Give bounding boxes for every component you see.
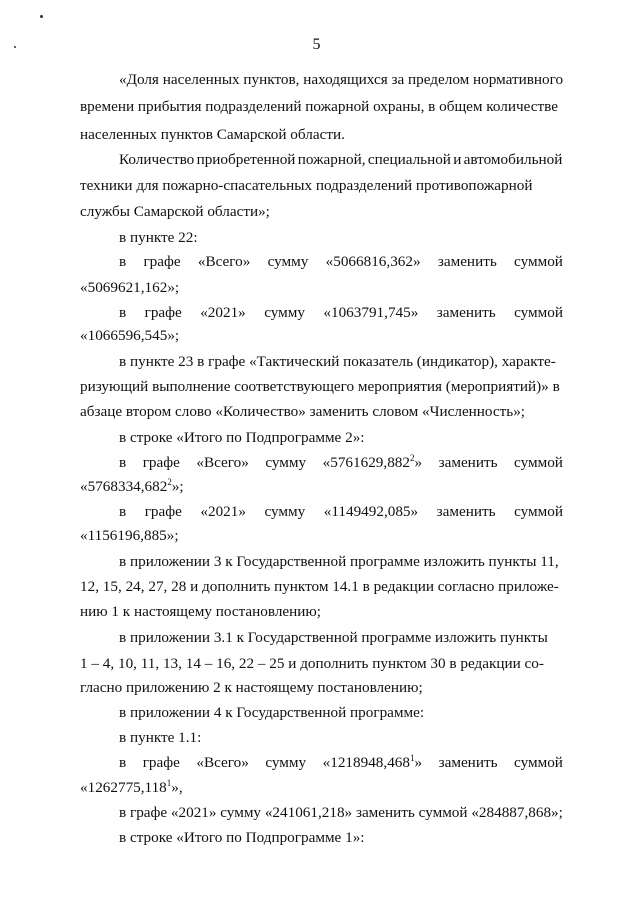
word: сумму (264, 503, 306, 520)
text-line: в пункте 23 в графе «Тактический показатель (индикатор), характе- (119, 353, 556, 370)
word: в (119, 454, 127, 471)
text-line: гласно приложению 2 к настоящему постановлению; (80, 679, 423, 696)
word: «Всего» (196, 454, 249, 471)
text-line: техники для пожарно-спасательных подразделений противопожарной (80, 177, 533, 194)
text-line: Количество приобретенной пожарной, специальной и автомобильной (119, 151, 563, 168)
word: заменить (436, 503, 496, 520)
word: заменить (437, 253, 497, 270)
word: в (119, 754, 127, 771)
text-line: в приложении 3 к Государственной программе изложить пункты 11, (119, 553, 559, 570)
text-line: в строке «Итого по Подпрограмме 1»: (119, 829, 365, 846)
amount (323, 751, 422, 775)
text-line: в пункте 22: (119, 229, 198, 246)
text-line: в приложении 3.1 к Государственной программе изложить пункты (119, 629, 548, 646)
amount (323, 451, 422, 475)
justified-line (119, 500, 563, 524)
quote-mark: » (414, 754, 423, 771)
word: суммой (514, 454, 563, 471)
word: графе (144, 503, 182, 520)
amount-number: «5761629,882 (322, 454, 410, 471)
text-line: в пункте 1.1: (119, 729, 202, 746)
text-line: нию 1 к настоящему постановлению; (80, 603, 321, 620)
text-line: службы Самарской области»; (80, 203, 270, 220)
amount-number: «1262775,118 (80, 779, 167, 796)
word: суммой (514, 253, 563, 270)
word: суммой (514, 754, 563, 771)
text-line: 1 – 4, 10, 11, 13, 14 – 16, 22 – 25 и дополнить пунктом 30 в редакции со- (80, 655, 544, 672)
text-line: населенных пунктов Самарской области. (80, 126, 345, 143)
amount-number: «1218948,468 (322, 754, 410, 771)
text-line: в приложении 4 к Государственной программе: (119, 704, 425, 721)
text-line: в графе «2021» сумму «241061,218» заменить суммой «284887,868»; (119, 804, 563, 821)
text-line: «1156196,885»; (80, 527, 179, 544)
word: в (119, 503, 127, 520)
justified-line (119, 301, 563, 325)
word: «2021» (200, 503, 246, 520)
text-line (80, 475, 563, 499)
word: заменить (438, 454, 498, 471)
text-line: в строке «Итого по Подпрограмме 2»: (119, 429, 365, 446)
footnote-marker: 2 (409, 453, 415, 463)
word: «Всего» (196, 754, 249, 771)
word: «1063791,745» (323, 304, 419, 321)
amount-number: «5768334,682 (80, 478, 168, 495)
word: «1149492,085» (323, 503, 419, 520)
word: сумму (265, 754, 307, 771)
word: сумму (264, 304, 305, 321)
text-line: «1066596,545»; (80, 327, 180, 344)
word: суммой (514, 304, 563, 321)
quote-mark: », (171, 779, 183, 796)
scan-speck (40, 15, 43, 18)
word: «Всего» (197, 253, 251, 270)
quote-mark: »; (171, 478, 184, 495)
quote-mark: » (414, 454, 423, 471)
text-line: ризующий выполнение соответствующего мероприятия (мероприятий)» в (80, 378, 560, 395)
footnote-marker: 2 (167, 477, 172, 487)
word: «5066816,362» (325, 253, 421, 270)
justified-line (119, 751, 563, 775)
justified-line (119, 451, 563, 475)
word: в (119, 253, 127, 270)
word: в (119, 304, 127, 321)
word: заменить (438, 754, 498, 771)
text-line: абзаце втором слово «Количество» заменить словом «Численность»; (80, 403, 526, 420)
word: суммой (514, 503, 563, 520)
word: сумму (265, 454, 307, 471)
word: заменить (436, 304, 496, 321)
word: графе (142, 454, 180, 471)
footnote-marker: 1 (166, 778, 172, 788)
text-line (80, 776, 563, 800)
footnote-marker: 1 (409, 753, 415, 763)
text-line: «5069621,162»; (80, 279, 180, 296)
page-number: 5 (312, 36, 321, 53)
word: графе (144, 304, 182, 321)
text-line: времени прибытия подразделений пожарной охраны, в общем количестве (80, 98, 558, 115)
justified-line (119, 250, 563, 274)
text-line: «Доля населенных пунктов, находящихся за пределом нормативного (119, 71, 564, 88)
word: графе (142, 754, 180, 771)
text-line: 12, 15, 24, 27, 28 и дополнить пунктом 14.1 в редакции согласно приложе- (80, 578, 559, 595)
word: графе (143, 253, 181, 270)
word: сумму (267, 253, 309, 270)
word: «2021» (200, 304, 246, 321)
